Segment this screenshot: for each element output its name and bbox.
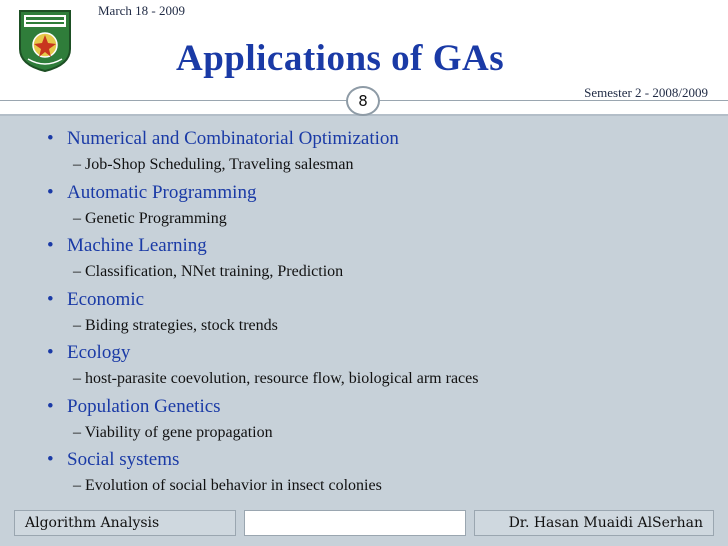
bullet-label: Population Genetics (67, 395, 221, 417)
list-item (47, 384, 728, 441)
bullet-label: Machine Learning (67, 235, 207, 256)
bullet-icon: • (47, 235, 54, 256)
list-item (47, 437, 728, 494)
footer-left-box (14, 510, 236, 536)
bullet-icon: • (47, 449, 54, 470)
bullet-label: Social systems (67, 449, 180, 470)
dash-icon: – (73, 263, 81, 280)
list-item (47, 330, 728, 387)
course-name: Algorithm Analysis (25, 515, 160, 531)
slide-number-badge: 8 (346, 86, 380, 116)
bullet-icon: • (47, 288, 54, 310)
slide-date: March 18 - 2009 (98, 3, 186, 18)
author-name: Dr. Hasan Muaidi AlSerhan (508, 515, 703, 531)
bullet-list (0, 116, 728, 494)
sub-bullet-text: Biding strategies, stock trends (85, 316, 278, 334)
bullet-label: Ecology (67, 342, 131, 363)
list-item (47, 170, 728, 227)
dash-icon: – (73, 316, 81, 334)
list-item (47, 116, 728, 173)
bullet-icon: • (47, 181, 54, 203)
bullet-icon: • (47, 128, 54, 149)
page-title: Applications of GAs (176, 38, 505, 79)
sub-bullet-text: Viability of gene propagation (84, 423, 273, 441)
university-logo-icon (18, 9, 72, 73)
slide-header (0, 0, 728, 114)
dash-icon: – (73, 209, 81, 227)
footer-right-box (474, 510, 714, 536)
list-item (47, 223, 728, 280)
sub-bullet-text: host-parasite coevolution, resource flow, biological arm races (85, 370, 479, 387)
sub-bullet-text: Job-Shop Scheduling, Traveling salesman (85, 156, 354, 173)
bullet-label: Automatic Programming (67, 181, 257, 203)
dash-icon: – (73, 370, 81, 387)
dash-icon: – (73, 477, 81, 494)
sub-bullet-text: Classification, NNet training, Prediction (85, 263, 344, 280)
dash-icon: – (73, 156, 81, 173)
list-item (47, 277, 728, 334)
sub-bullet-text: Genetic Programming (85, 209, 227, 227)
semester-label: Semester 2 - 2008/2009 (584, 85, 708, 100)
bullet-label: Economic (67, 288, 145, 310)
bullet-icon: • (47, 395, 54, 417)
sub-bullet (73, 477, 382, 495)
bullet-icon: • (47, 342, 54, 363)
slide-footer (0, 506, 728, 546)
bullet-label: Numerical and Combinatorial Optimization (67, 128, 399, 149)
dash-icon: – (73, 423, 81, 441)
sub-bullet-text: Evolution of social behavior in insect colonies (85, 477, 382, 494)
footer-middle-box (244, 510, 466, 536)
slide-content (0, 114, 728, 508)
